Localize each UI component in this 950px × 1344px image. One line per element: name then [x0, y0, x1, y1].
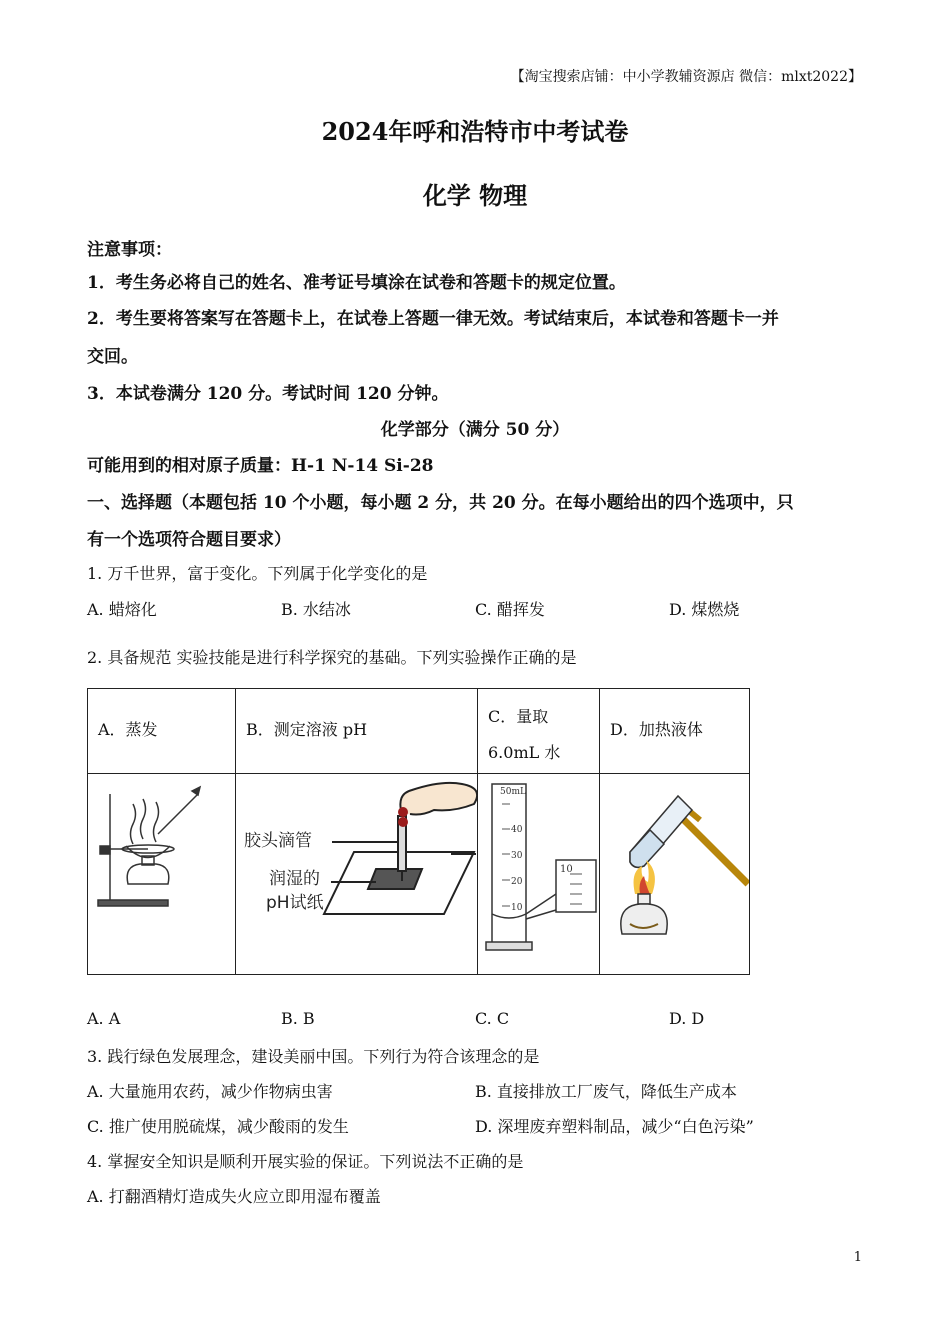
- q3-option-a: A. 大量施用农药，减少作物病虫害: [87, 1082, 333, 1101]
- evaporation-figure: [88, 774, 235, 970]
- cylinder-tick-10: 10: [511, 903, 523, 913]
- q2-cell-b-label: B．测定溶液 pH: [246, 720, 368, 739]
- ph-paper-label: pH试纸: [266, 893, 324, 913]
- q4-stem: 4. 掌握安全知识是顺利开展实验的保证。下列说法不正确的是: [87, 1152, 524, 1171]
- q1-option-d: D. 煤燃烧: [669, 600, 740, 619]
- section-title: 化学部分（满分 50 分）: [380, 420, 570, 440]
- q1-option-c: C. 醋挥发: [475, 600, 545, 619]
- notice-item-2: 2．考生要将答案写在答题卡上，在试卷上答题一律无效。考试结束后，本试卷和答题卡一并: [87, 309, 779, 329]
- notice-heading: 注意事项：: [87, 240, 172, 260]
- cylinder-tick-40: 40: [511, 825, 523, 835]
- q2-cell-a-label: A．蒸发: [98, 720, 158, 739]
- exam-title: 2024年呼和浩特市中考试卷: [321, 117, 629, 146]
- q2-option-c: C. C: [475, 1009, 510, 1028]
- q1-stem: 1. 万千世界，富于变化。下列属于化学变化的是: [87, 564, 428, 583]
- ph-test-figure: [236, 774, 477, 970]
- q3-option-d: D. 深埋废弃塑料制品，减少“白色污染”: [475, 1117, 754, 1136]
- q1-option-b: B. 水结冰: [281, 600, 351, 619]
- exam-subtitle: 化学 物理: [422, 181, 528, 210]
- heating-figure: [600, 774, 749, 970]
- q2-table: [87, 688, 750, 975]
- cylinder-tick-30: 30: [511, 851, 523, 861]
- part1-heading: 一、选择题（本题包括 10 个小题，每小题 2 分，共 20 分。在每小题给出的四个选项中，只: [87, 493, 794, 513]
- q2-stem: 2. 具备规范 实验技能是进行科学探究的基础。下列实验操作正确的是: [87, 648, 577, 667]
- notice-item-2-cont: 交回。: [87, 347, 138, 367]
- q2-cell-c-label-2: 6.0mL 水: [488, 743, 561, 762]
- q2-cell-c-label: C．量取: [488, 707, 549, 726]
- q1-option-a: A. 蜡熔化: [87, 600, 157, 619]
- notice-item-1: 1．考生务必将自己的姓名、准考证号填涂在试卷和答题卡的规定位置。: [87, 273, 626, 293]
- q3-option-b: B. 直接排放工厂废气，降低生产成本: [475, 1082, 737, 1101]
- q2-option-a: A. A: [87, 1009, 121, 1028]
- wet-paper-label: 润湿的: [269, 869, 320, 889]
- q2-option-d: D. D: [669, 1009, 705, 1028]
- q3-stem: 3. 践行绿色发展理念，建设美丽中国。下列行为符合该理念的是: [87, 1047, 540, 1066]
- q4-option-a: A. 打翻酒精灯造成失火应立即用湿布覆盖: [87, 1187, 381, 1206]
- notice-item-3: 3．本试卷满分 120 分。考试时间 120 分钟。: [87, 384, 449, 404]
- q2-option-b: B. B: [281, 1009, 315, 1028]
- cylinder-figure: [478, 774, 599, 970]
- atomic-mass: 可能用到的相对原子质量：H-1 N-14 Si-28: [87, 456, 434, 476]
- cylinder-tick-50: 50mL: [500, 787, 526, 797]
- header-note: 【淘宝搜索店铺：中小学教辅资源店 微信：mlxt2022】: [510, 69, 862, 85]
- cylinder-tick-20: 20: [511, 877, 523, 887]
- q3-option-c: C. 推广使用脱硫煤，减少酸雨的发生: [87, 1117, 349, 1136]
- q2-cell-d-label: D．加热液体: [610, 720, 703, 739]
- part1-heading-cont: 有一个选项符合题目要求）: [87, 530, 291, 550]
- zoom-tick-10: 10: [560, 864, 573, 875]
- dropper-label: 胶头滴管: [244, 831, 312, 851]
- page-number: 1: [853, 1250, 862, 1265]
